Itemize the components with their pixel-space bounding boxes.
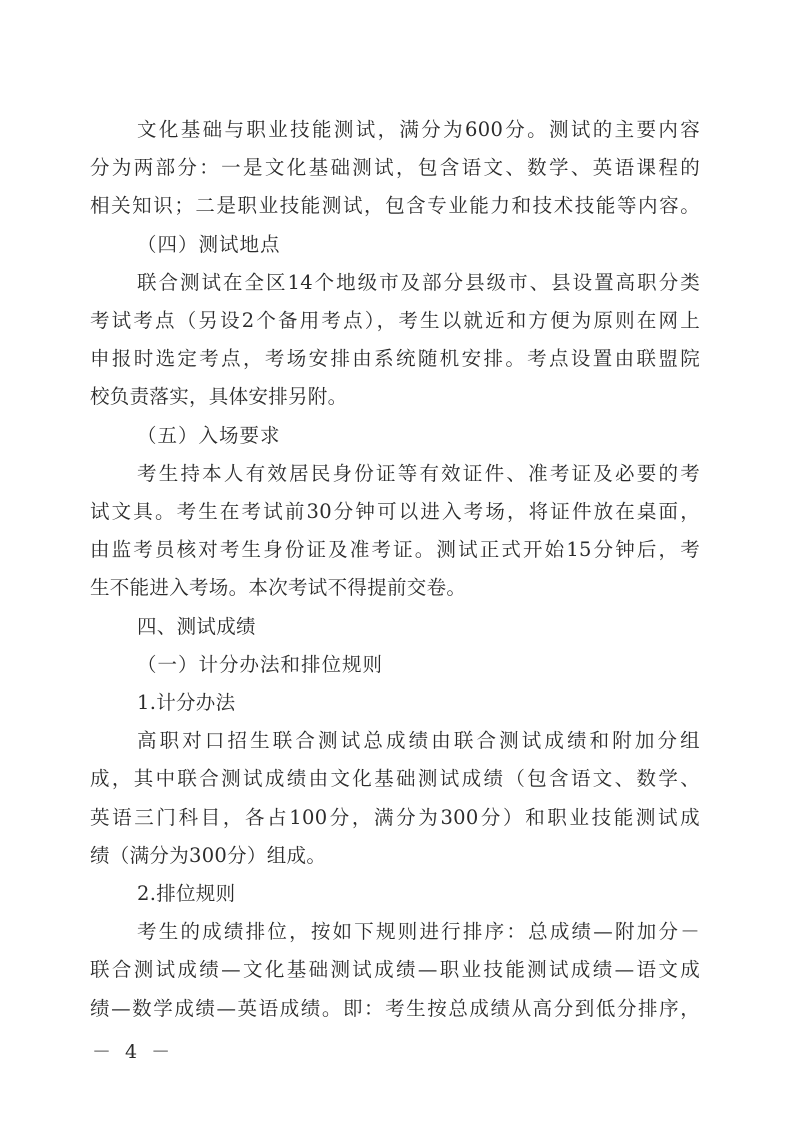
page-number: － 4 － xyxy=(92,1040,175,1063)
section-heading: （四）测试地点 xyxy=(137,232,281,256)
paragraph-line: 相关知识；二是职业技能测试，包含专业能力和技术技能等内容。 xyxy=(90,194,700,218)
paragraph-line: 文化基础与职业技能测试，满分为600分。测试的主要内容 xyxy=(137,118,700,141)
paragraph-line: 申报时选定考点，考场安排由系统随机安排。考点设置由联盟院 xyxy=(90,347,700,371)
paragraph-line: 成，其中联合测试成绩由文化基础测试成绩（包含语文、数学、 xyxy=(90,767,700,791)
paragraph-line: 联合测试成绩—文化基础测试成绩—职业技能测试成绩—语文成 xyxy=(90,958,700,982)
paragraph-line: 考生持本人有效居民身份证等有效证件、准考证及必要的考 xyxy=(137,461,700,485)
section-heading: （五）入场要求 xyxy=(137,423,281,447)
paragraph-line: 由监考员核对考生身份证及准考证。测试正式开始15分钟后，考 xyxy=(90,538,700,562)
paragraph-line: 高职对口招生联合测试总成绩由联合测试成绩和附加分组 xyxy=(137,729,700,753)
paragraph-line: 试文具。考生在考试前30分钟可以进入考场，将证件放在桌面， xyxy=(90,500,700,523)
section-heading: （一）计分办法和排位规则 xyxy=(137,652,384,676)
paragraph-line: 考生的成绩排位，按如下规则进行排序：总成绩—附加分－ xyxy=(137,920,700,944)
paragraph-line: 联合测试在全区14个地级市及部分县级市、县设置高职分类 xyxy=(137,270,700,294)
paragraph-line: 生不能进入考场。本次考试不得提前交卷。 xyxy=(90,576,467,600)
paragraph-line: 英语三门科目，各占100分，满分为300分）和职业技能测试成 xyxy=(90,805,700,829)
paragraph-line: 校负责落实，具体安排另附。 xyxy=(90,385,348,409)
paragraph-line: 分为两部分：一是文化基础测试，包含语文、数学、英语课程的 xyxy=(90,156,700,180)
paragraph-line: 绩—数学成绩—英语成绩。即：考生按总成绩从高分到低分排序， xyxy=(90,996,700,1020)
paragraph-line: 绩（满分为300分）组成。 xyxy=(90,843,327,867)
paragraph-line: 考试考点（另设2个备用考点），考生以就近和方便为原则在网上 xyxy=(90,309,700,332)
subsection-heading: 2.排位规则 xyxy=(137,882,236,905)
subsection-heading: 1.计分办法 xyxy=(137,691,236,714)
chapter-heading: 四、测试成绩 xyxy=(137,614,256,638)
